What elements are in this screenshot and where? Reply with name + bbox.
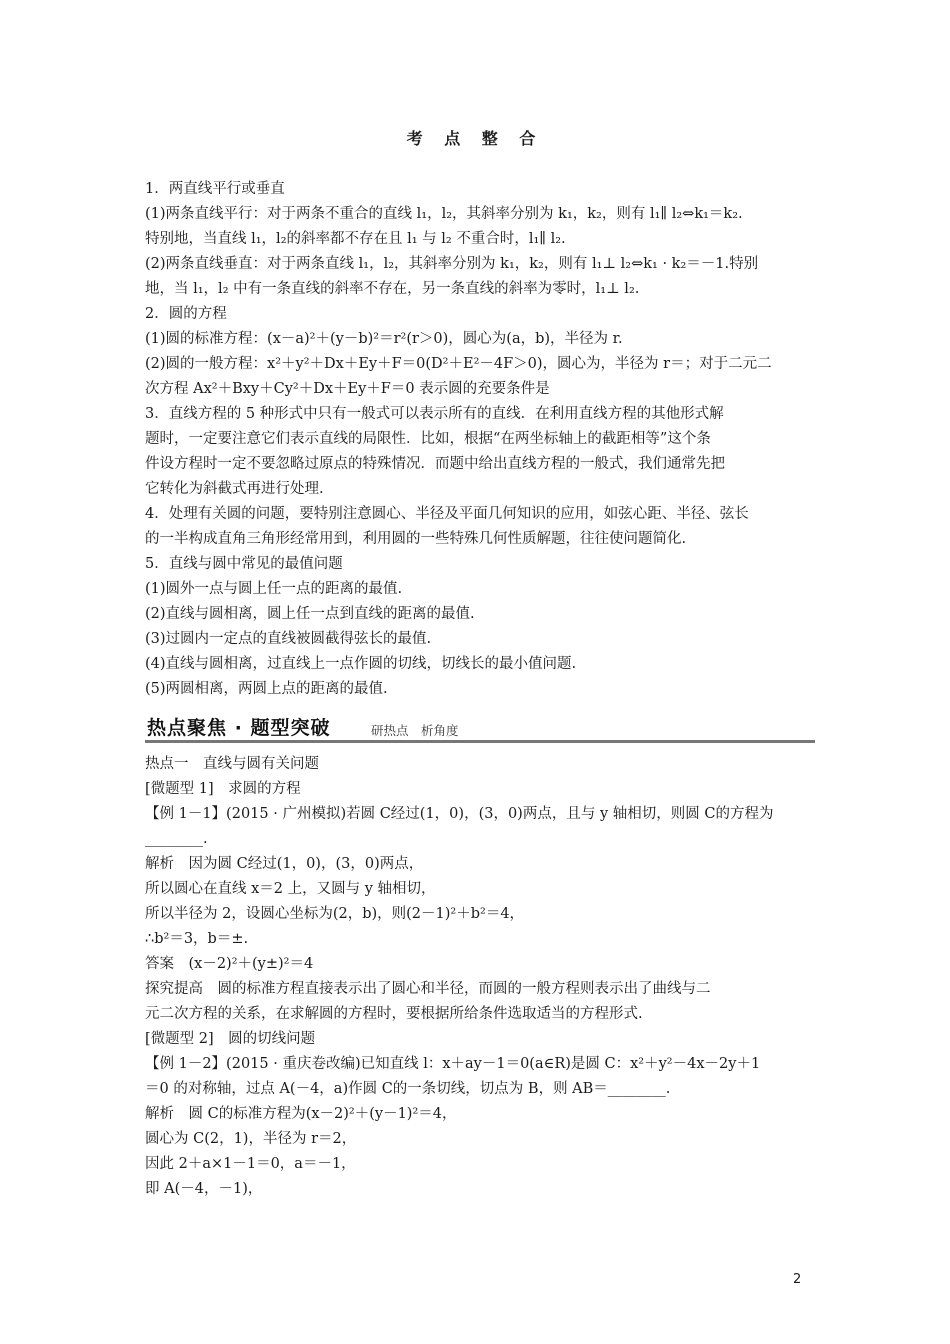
text-line: 4．处理有关圆的问题，要特别注意圆心、半径及平面几何知识的应用，如弦心距、半径、弦长 [145, 506, 749, 522]
section-title: 考 点 整 合 [406, 129, 544, 148]
text-line: 它转化为斜截式再进行处理. [145, 481, 324, 497]
text-line: [微题型 2] 圆的切线问题 [145, 1031, 316, 1047]
text-line: 【例 1－1】(2015 · 广州模拟)若圆 C经过(1，0)，(3，0)两点，且与 y 轴相切，则圆 C的方程为 [145, 806, 774, 822]
banner-subtitle: 研热点 析角度 [371, 723, 459, 738]
text-line: 件设方程时一定不要忽略过原点的特殊情况．而题中给出直线方程的一般式，我们通常先把 [145, 456, 725, 472]
text-line: 解析 因为圆 C经过(1，0)，(3，0)两点， [145, 856, 424, 872]
section-banner [145, 713, 815, 741]
text-line: [微题型 1] 求圆的方程 [145, 781, 301, 797]
text-line: 所以圆心在直线 x＝2 上，又圆与 y 轴相切， [145, 881, 436, 897]
text-line: (1)圆外一点与圆上任一点的距离的最值. [145, 581, 403, 597]
text-line: 特别地，当直线 l₁，l₂的斜率都不存在且 l₁ 与 l₂ 不重合时，l₁∥ l₂. [145, 231, 566, 247]
text-line: 答案 (x－2)²＋(y±)²＝4 [145, 956, 314, 972]
text-line: ＝0 的对称轴，过点 A(－4，a)作圆 C的一条切线，切点为 B，则 AB＝________. [145, 1081, 671, 1097]
text-line: 次方程 Ax²＋Bxy＋Cy²＋Dx＋Ey＋F＝0 表示圆的充要条件是 [145, 381, 550, 397]
text-line: (2)直线与圆相离，圆上任一点到直线的距离的最值. [145, 606, 475, 622]
text-line: (4)直线与圆相离，过直线上一点作圆的切线，切线长的最小值问题. [145, 656, 577, 672]
text-line: ∴b²＝3，b＝±. [145, 931, 249, 947]
text-line: 圆心为 C(2，1)，半径为 r＝2， [145, 1131, 357, 1147]
text-line: (2)两条直线垂直：对于两条直线 l₁，l₂，其斜率分别为 k₁，k₂，则有 l₁⊥ l₂⇔k₁ · k₂＝－1.特别 [145, 256, 759, 272]
text-line: 1．两直线平行或垂直 [145, 181, 285, 197]
text-line: 地，当 l₁，l₂ 中有一条直线的斜率不存在，另一条直线的斜率为零时，l₁⊥ l₂. [145, 281, 640, 297]
text-line: 所以半径为 2，设圆心坐标为(2，b)，则(2－1)²＋b²＝4， [145, 906, 525, 922]
text-line: (1)两条直线平行：对于两条不重合的直线 l₁，l₂，其斜率分别为 k₁，k₂，则有 l₁∥ l₂⇔k₁＝k₂. [145, 206, 743, 222]
text-line: (1)圆的标准方程：(x－a)²＋(y－b)²＝r²(r＞0)，圆心为(a，b)，半径为 r. [145, 331, 623, 347]
text-line: 元二次方程的关系，在求解圆的方程时，要根据所给条件选取适当的方程形式. [145, 1006, 643, 1022]
page-number: 2 [793, 1272, 802, 1287]
text-line: 【例 1－2】(2015 · 重庆卷改编)已知直线 l：x＋ay－1＝0(a∈R)是圆 C：x²＋y²－4x－2y＋1 [145, 1056, 761, 1072]
text-line: 因此 2＋a×1－1＝0，a＝－1， [145, 1156, 356, 1172]
text-line: ________. [145, 831, 208, 847]
hot-topics-section [145, 752, 815, 1202]
banner-title: 热点聚焦 · 题型突破 [147, 717, 331, 739]
text-line: 3．直线方程的 5 种形式中只有一般式可以表示所有的直线．在利用直线方程的其他形式解 [145, 406, 724, 422]
text-line: 探究提高 圆的标准方程直接表示出了圆心和半径，而圆的一般方程则表示出了曲线与二 [145, 981, 711, 997]
text-line: 题时，一定要注意它们表示直线的局限性．比如，根据“在两坐标轴上的截距相等”这个条 [145, 431, 711, 447]
text-line: 5．直线与圆中常见的最值问题 [145, 556, 343, 572]
text-line: (3)过圆内一定点的直线被圆截得弦长的最值. [145, 631, 432, 647]
text-line: 2．圆的方程 [145, 306, 227, 322]
text-line: 即 A(－4，－1)， [145, 1181, 263, 1197]
text-line: (2)圆的一般方程：x²＋y²＋Dx＋Ey＋F＝0(D²＋E²－4F＞0)，圆心为，半径为 r＝；对于二元二 [145, 356, 772, 372]
key-points-section [145, 177, 815, 702]
banner-rule [145, 740, 815, 743]
text-line: 解析 圆 C的标准方程为(x－2)²＋(y－1)²＝4， [145, 1106, 457, 1122]
text-line: (5)两圆相离，两圆上点的距离的最值. [145, 681, 388, 697]
text-line: 热点一 直线与圆有关问题 [145, 756, 319, 772]
text-line: 的一半构成直角三角形经常用到，利用圆的一些特殊几何性质解题，往往使问题简化. [145, 531, 687, 547]
